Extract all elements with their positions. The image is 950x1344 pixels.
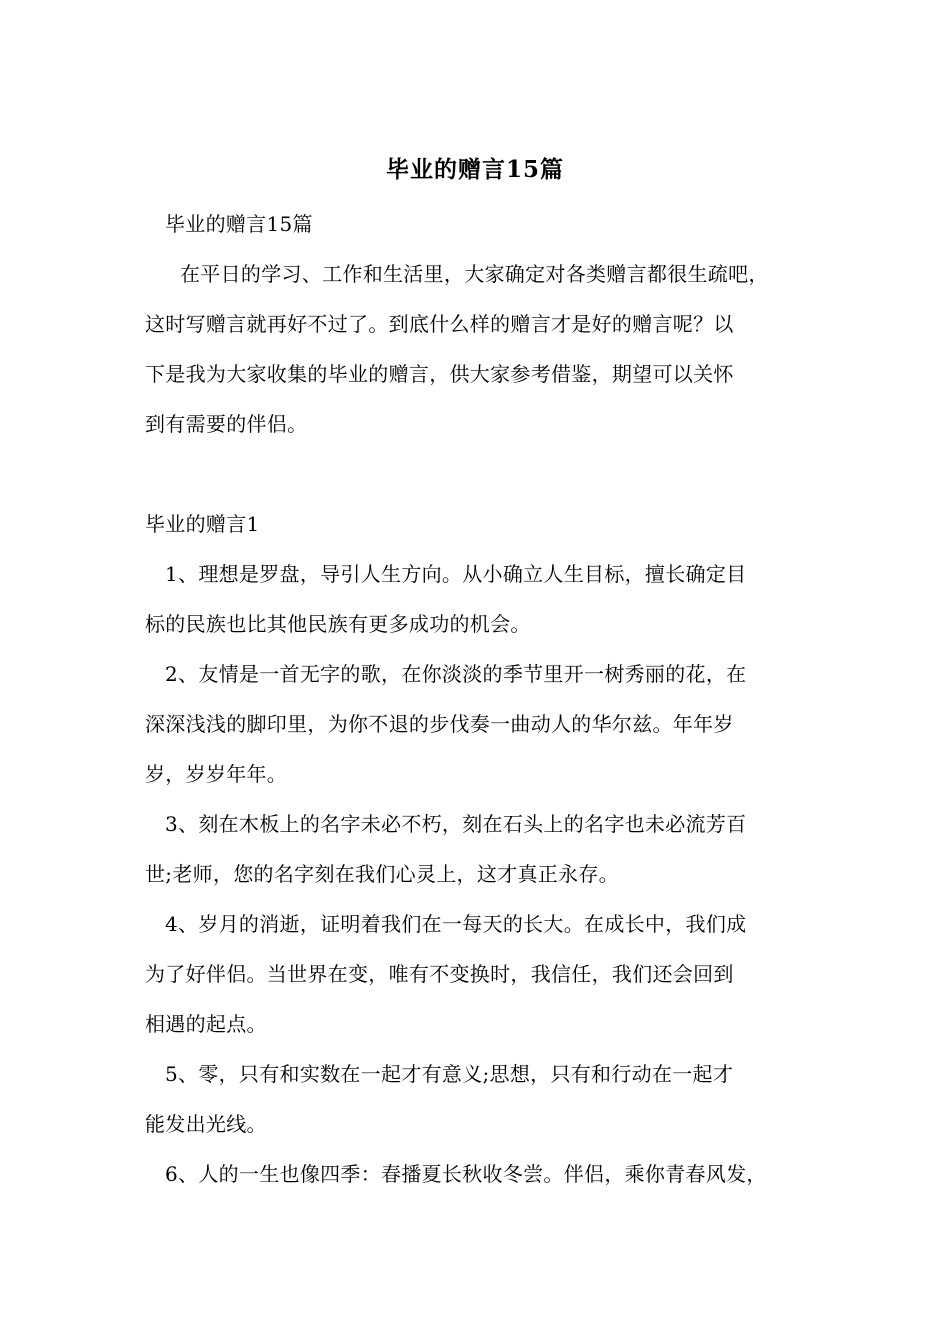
item-line: 岁，岁岁年年。 xyxy=(145,762,288,786)
document-title: 毕业的赠言15篇 xyxy=(385,156,564,183)
item-line: 世;老师，您的名字刻在我们心灵上，这才真正永存。 xyxy=(145,862,619,886)
intro-line: 下是我为大家收集的毕业的赠言，供大家参考借鉴，期望可以关怀 xyxy=(145,362,734,386)
item-line: 1、理想是罗盘，导引人生方向。从小确立人生目标，擅长确定目 xyxy=(165,562,747,586)
item-line: 为了好伴侣。当世界在变，唯有不变换时，我信任，我们还会回到 xyxy=(145,962,734,986)
intro-line: 到有需要的伴侣。 xyxy=(145,412,308,436)
item-line: 4、岁月的消逝，证明着我们在一每天的长大。在成长中，我们成 xyxy=(165,912,747,936)
document-subtitle: 毕业的赠言15篇 xyxy=(165,212,313,236)
item-line: 3、刻在木板上的名字未必不朽，刻在石头上的名字也未必流芳百 xyxy=(165,812,747,836)
item-line: 深深浅浅的脚印里，为你不退的步伐奏一曲动人的华尔兹。年年岁 xyxy=(145,712,734,736)
item-line: 6、人的一生也像四季：春播夏长秋收冬尝。伴侣，乘你青春风发， xyxy=(165,1162,767,1186)
intro-line: 这时写赠言就再好不过了。到底什么样的赠言才是好的赠言呢？以 xyxy=(145,312,734,336)
item-line: 相遇的起点。 xyxy=(145,1012,267,1036)
section-heading: 毕业的赠言1 xyxy=(145,512,260,536)
item-line: 能发出光线。 xyxy=(145,1112,267,1136)
item-line: 5、零，只有和实数在一起才有意义;思想，只有和行动在一起才 xyxy=(165,1062,734,1086)
item-line: 2、友情是一首无字的歌，在你淡淡的季节里开一树秀丽的花，在 xyxy=(165,662,747,686)
intro-line: 在平日的学习、工作和生活里，大家确定对各类赠言都很生疏吧， xyxy=(180,262,769,286)
item-line: 标的民族也比其他民族有更多成功的机会。 xyxy=(145,612,531,636)
